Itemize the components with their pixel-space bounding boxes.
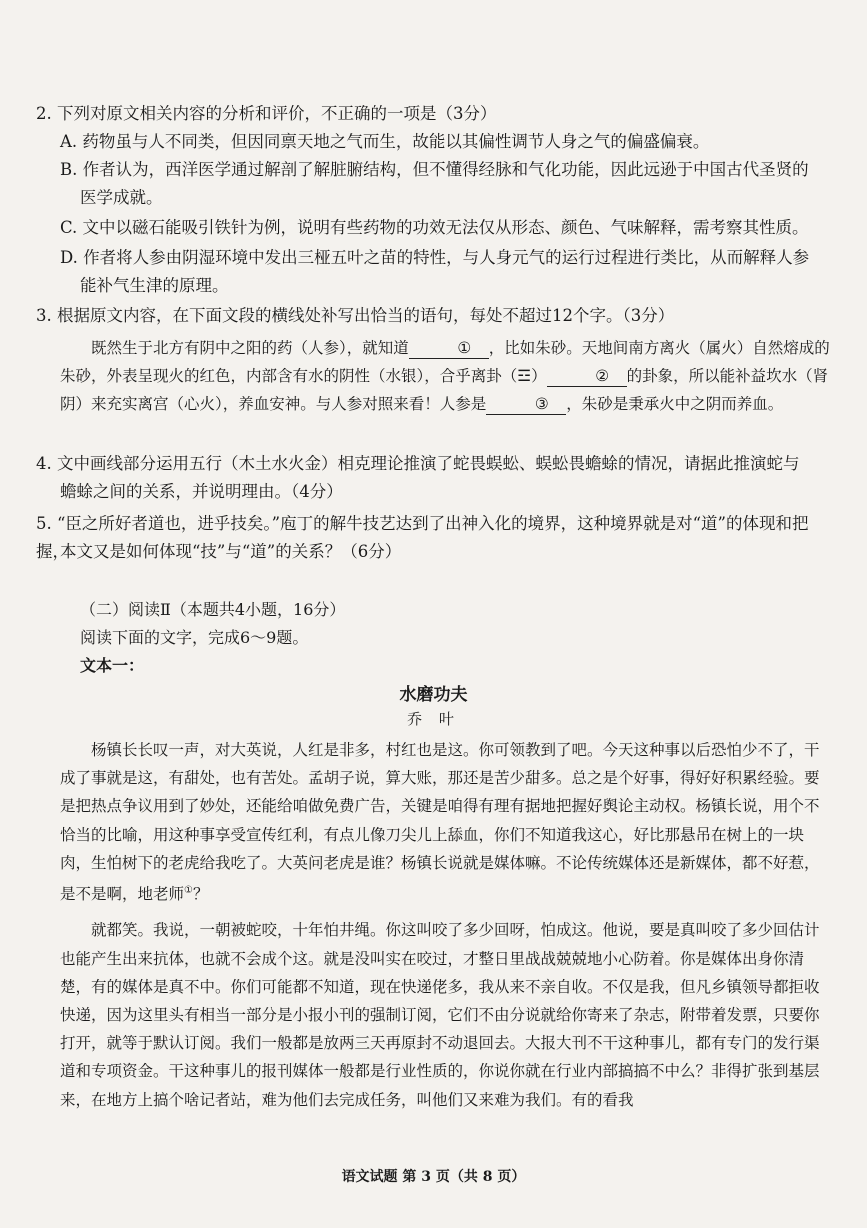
fill-text-2: ，比如朱砂。天地间南方离火（属火）自然熔成的朱砂，外表呈现火的红色，内部含有水的阴性（水银），合乎离卦（☲）: [60, 339, 830, 385]
question-3-stem: 3. 根据原文内容，在下面文段的横线处补写出恰当的语句，每处不超过12个字。（3分）: [36, 306, 675, 325]
question-2-option-d-line2: 能补气生津的原理。: [80, 276, 229, 295]
text-one-label: 文本一：: [80, 656, 145, 675]
fill-text-4: ，朱砂是秉承火中之阴而养血。: [566, 395, 784, 413]
footnote-marker: ①: [184, 885, 193, 897]
section-instruction: 阅读下面的文字，完成6～9题。: [80, 628, 309, 647]
paragraph-1-end: ？: [192, 885, 209, 904]
question-3-fill-passage: [60, 334, 830, 418]
article-body: [60, 736, 830, 1114]
question-2-option-a: A. 药物虽与人不同类，但因同禀天地之气而生，故能以其偏性调节人身之气的偏盛偏衰。: [60, 132, 710, 151]
question-2-option-c: C. 文中以磁石能吸引铁针为例，说明有些药物的功效无法仅从形态、颜色、气味解释，需考察其性质。: [60, 218, 809, 237]
fill-blank-1: ①: [409, 338, 489, 359]
fill-text-3: 的卦象，所以能补益坎水（肾阴）来充实离宫（心火），养血安神。与人参对照来看！人参是: [60, 367, 829, 413]
article-title: 水磨功夫: [399, 685, 468, 705]
fill-blank-3: ③: [486, 394, 566, 415]
question-4-line2: 蟾蜍之间的关系，并说明理由。（4分）: [60, 482, 343, 501]
paragraph-1-text: 杨镇长长叹一声，对大英说，人红是非多，村红也是这。你可领教到了吧。今天这种事以后恐怕少不了，干成了事就是这，有甜处，也有苦处。孟胡子说，算大账，那还是苦少甜多。总之是个好事，得好好积累经验。要是把热点争议用到了妙处，还能给咱做免费广告，关键是咱得有理有据地把握好舆论主动权。杨镇长说，用个不恰当的比喻，用这种事享受宣传红利，有点儿像刀尖儿上舔血，你们不知道我这心，好比那悬吊在树上的一块肉，生怕树下的老虎给我吃了。大英问老虎是谁？杨镇长说就是媒体嘛。不论传统媒体还是新媒体，都不好惹，是不是啊，地老师: [60, 741, 820, 904]
question-2-option-b-line1: B. 作者认为，西洋医学通过解剖了解脏腑结构，但不懂得经脉和气化功能，因此远逊于中国古代圣贤的: [60, 160, 809, 179]
question-2-stem: 2. 下列对原文相关内容的分析和评价，不正确的一项是（3分）: [36, 104, 497, 123]
section-header: （二）阅读Ⅱ（本题共4小题，16分）: [80, 600, 346, 619]
fill-text-1: 既然生于北方有阴中之阳的药（人参），就知道: [91, 339, 409, 357]
question-5-line1: 5. “臣之所好者道也，进乎技矣。”庖丁的解牛技艺达到了出神入化的境界，这种境界就是对“道”的体现和把握，: [36, 514, 809, 561]
article-paragraph-2: 就都笑。我说，一朝被蛇咬，十年怕井绳。你这叫咬了多少回呀，怕成这。他说，要是真叫咬了多少回估计也能产生出来抗体，也就不会成个这。就是没叫实在咬过，才整日里战战兢兢地小心防着。你是媒体出身你清楚，有的媒体是真不中。你们可能都不知道，现在快递佬多，我从来不亲自收。不仅是我，但凡乡镇领导都拒收快递，因为这里头有相当一部分是小报小刊的强制订阅，它们不由分说就给你寄来了杂志，附带着发票，只要你打开，就等于默认订阅。我们一般都是放两三天再原封不动退回去。大报大刊不干这种事儿，都有专门的发行渠道和专项资金。干这种事儿的报刊媒体一般都是行业性质的，你说你就在行业内部搞搞不中么？非得扩张到基层来，在地方上搞个啥记者站，难为他们去完成任务，叫他们又来难为我们。有的看我: [60, 921, 820, 1109]
article-author: 乔 叶: [407, 710, 460, 728]
question-2-option-b-line2: 医学成就。: [80, 188, 163, 207]
page-footer: 语文试题 第 3 页（共 8 页）: [341, 1169, 526, 1185]
question-4-line1: 4. 文中画线部分运用五行（木土水火金）相克理论推演了蛇畏蜈蚣、蜈蚣畏蟾蜍的情况，请据此推演蛇与: [36, 454, 800, 473]
fill-blank-2: ②: [547, 366, 627, 387]
question-5-line2: 本文又是如何体现“技”与“道”的关系？（6分）: [60, 542, 402, 561]
article-paragraph-1: [60, 736, 830, 908]
question-2-option-d-line1: D. 作者将人参由阴湿环境中发出三桠五叶之苗的特性，与人身元气的运行过程进行类比，从而解释人参: [60, 248, 810, 267]
